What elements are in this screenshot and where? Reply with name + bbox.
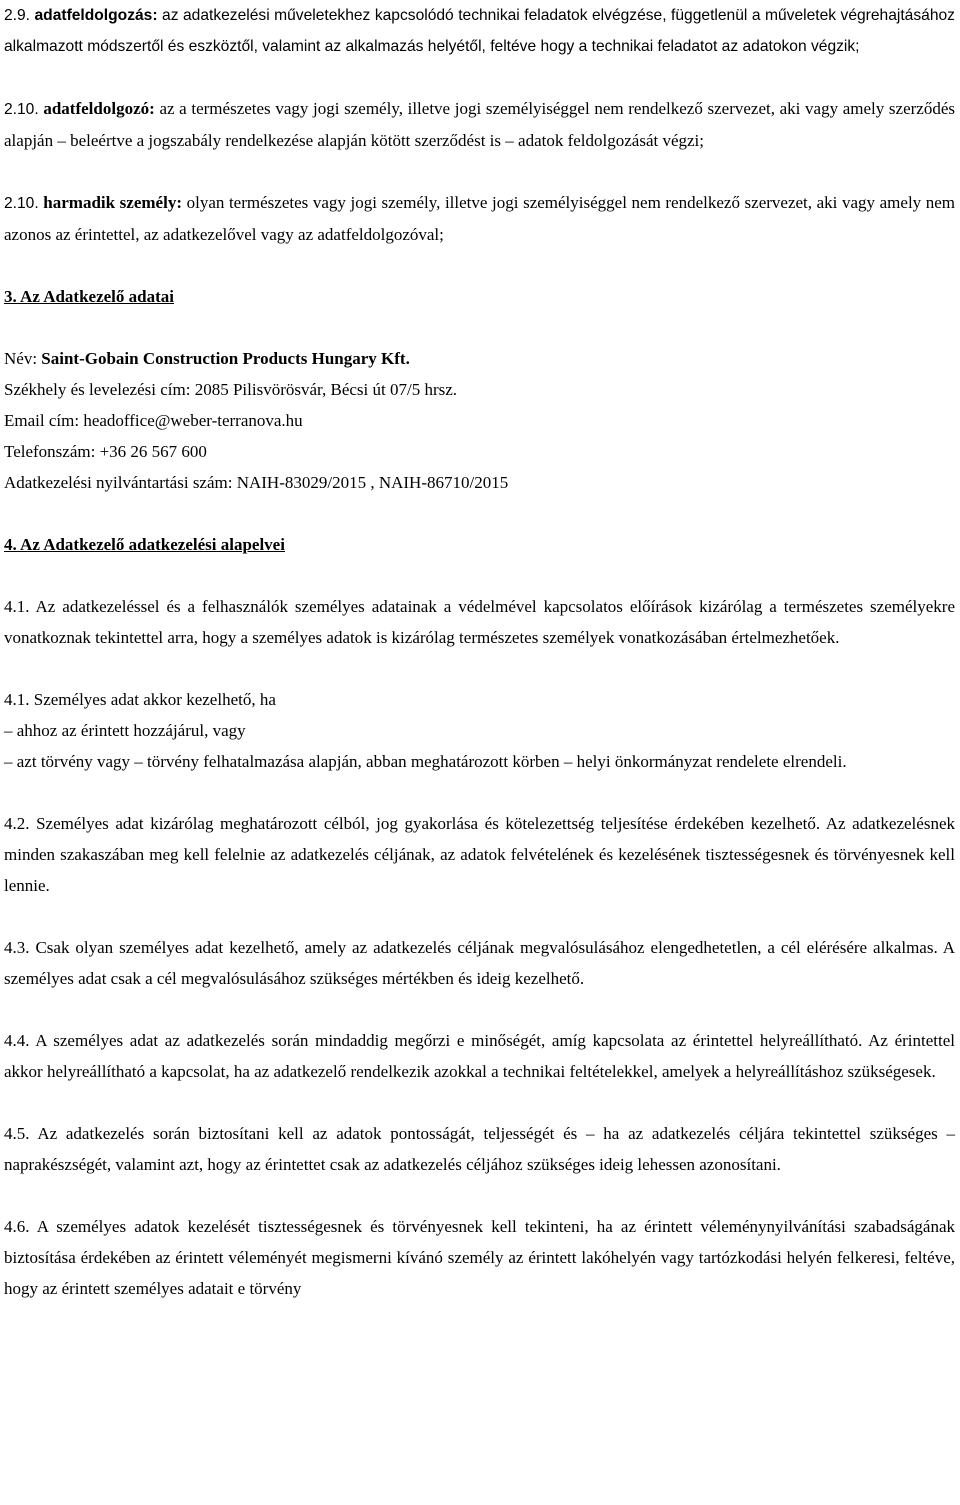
- paragraph-4-1-b: 4.1. Személyes adat akkor kezelhető, ha: [4, 690, 276, 709]
- controller-phone: Telefonszám: +36 26 567 600: [4, 442, 207, 461]
- definition-number: 2.10.: [4, 101, 39, 118]
- definition-2-9: [4, 0, 955, 62]
- definition-term: adatfeldolgozás:: [34, 7, 158, 24]
- controller-name-value: Saint-Gobain Construction Products Hungary Kft.: [41, 349, 410, 368]
- paragraph-4-3: 4.3. Csak olyan személyes adat kezelhető, amely az adatkezelés céljának megvalósulásához elengedhetetlen, a cél elérésére alkalmas. A személyes adat csak a cél megvalósulásához szükséges mértékben és ideig kezelhető.: [4, 938, 955, 988]
- definition-number: 2.10.: [4, 195, 39, 212]
- definition-term: adatfeldolgozó:: [43, 99, 155, 118]
- paragraph-4-6: 4.6. A személyes adatok kezelését tisztességesnek és törvényesnek kell tekinteni, ha az érintett véleménynyilvánítási szabadságának biztosítása érdekében az érintett véleményét megismerni kívánó személy az érintett lakóhelyén vagy tartózkodási helyén felkeresi, feltéve, hogy az érintett személyes adatait e törvény: [4, 1217, 955, 1298]
- paragraph-4-1-a: 4.1. Az adatkezeléssel és a felhasználók személyes adatainak a védelmével kapcsolatos előírások kizárólag a természetes személyekre vonatkoznak tekintettel arra, hogy a személyes adatok is kizárólag természetes személyek vonatkozásában értelmezhetőek.: [4, 597, 955, 647]
- controller-name: [4, 343, 955, 374]
- section-heading-3: 3. Az Adatkezelő adatai: [4, 287, 174, 306]
- definition-text: az adatkezelési műveletekhez kapcsolódó technikai feladatok elvégzése, függetlenül a műveletek végrehajtásához alkalmazott módszertől és eszköztől, valamint az alkalmazás helyétől, feltéve hogy a technikai feladatot az adatokon végzik;: [4, 7, 955, 55]
- document-page: [4, 0, 955, 1304]
- section-heading-4: 4. Az Adatkezelő adatkezelési alapelvei: [4, 535, 285, 554]
- list-item: – azt törvény vagy – törvény felhatalmazása alapján, abban meghatározott körben – helyi önkormányzat rendelete elrendeli.: [4, 752, 847, 771]
- paragraph-4-2: 4.2. Személyes adat kizárólag meghatározott célból, jog gyakorlása és kötelezettség teljesítése érdekében kezelhető. Az adatkezelésnek minden szakaszában meg kell felelnie az adatkezelés céljának, az adatok felvételének és kezelésének tisztességesnek és törvényesnek kell lennie.: [4, 814, 955, 895]
- definition-2-10-harmadik-szemely: [4, 187, 955, 250]
- definition-text: az a természetes vagy jogi személy, illetve jogi személyiséggel nem rendelkező szervezet, aki vagy amely szerződés alapján – beleértve a jogszabály rendelkezése alapján kötött szerződést is – adatok feldolgozását végzi;: [4, 99, 956, 150]
- definition-number: 2.9.: [4, 7, 31, 24]
- paragraph-4-4: 4.4. A személyes adat az adatkezelés során mindaddig megőrzi e minőségét, amíg kapcsolata az érintettel helyreállítható. Az érintettel akkor helyreállítható a kapcsolat, ha az adatkezelő rendelkezik azokkal a technikai feltételekkel, amelyek a helyreállításhoz szükségesek.: [4, 1031, 955, 1081]
- paragraph-4-5: 4.5. Az adatkezelés során biztosítani kell az adatok pontosságát, teljességét és – ha az adatkezelés céljára tekintettel szükséges – naprakészségét, valamint azt, hogy az érintettet csak az adatkezelés céljához szükséges ideig lehessen azonosítani.: [4, 1124, 955, 1174]
- list-item: – ahhoz az érintett hozzájárul, vagy: [4, 721, 246, 740]
- controller-email: Email cím: headoffice@weber-terranova.hu: [4, 411, 303, 430]
- controller-address: Székhely és levelezési cím: 2085 Pilisvörösvár, Bécsi út 07/5 hrsz.: [4, 380, 458, 399]
- definition-term: harmadik személy:: [43, 193, 182, 212]
- definition-text: olyan természetes vagy jogi személy, illetve jogi személyiséggel nem rendelkező szervezet, aki vagy amely nem azonos az érintettel, az adatkezelővel vagy az adatfeldolgozóval;: [4, 193, 956, 244]
- controller-registry: Adatkezelési nyilvántartási szám: NAIH-83029/2015 , NAIH-86710/2015: [4, 473, 509, 492]
- controller-name-label: Név:: [4, 349, 38, 368]
- definition-2-10-adatfeldolgozo: [4, 93, 955, 156]
